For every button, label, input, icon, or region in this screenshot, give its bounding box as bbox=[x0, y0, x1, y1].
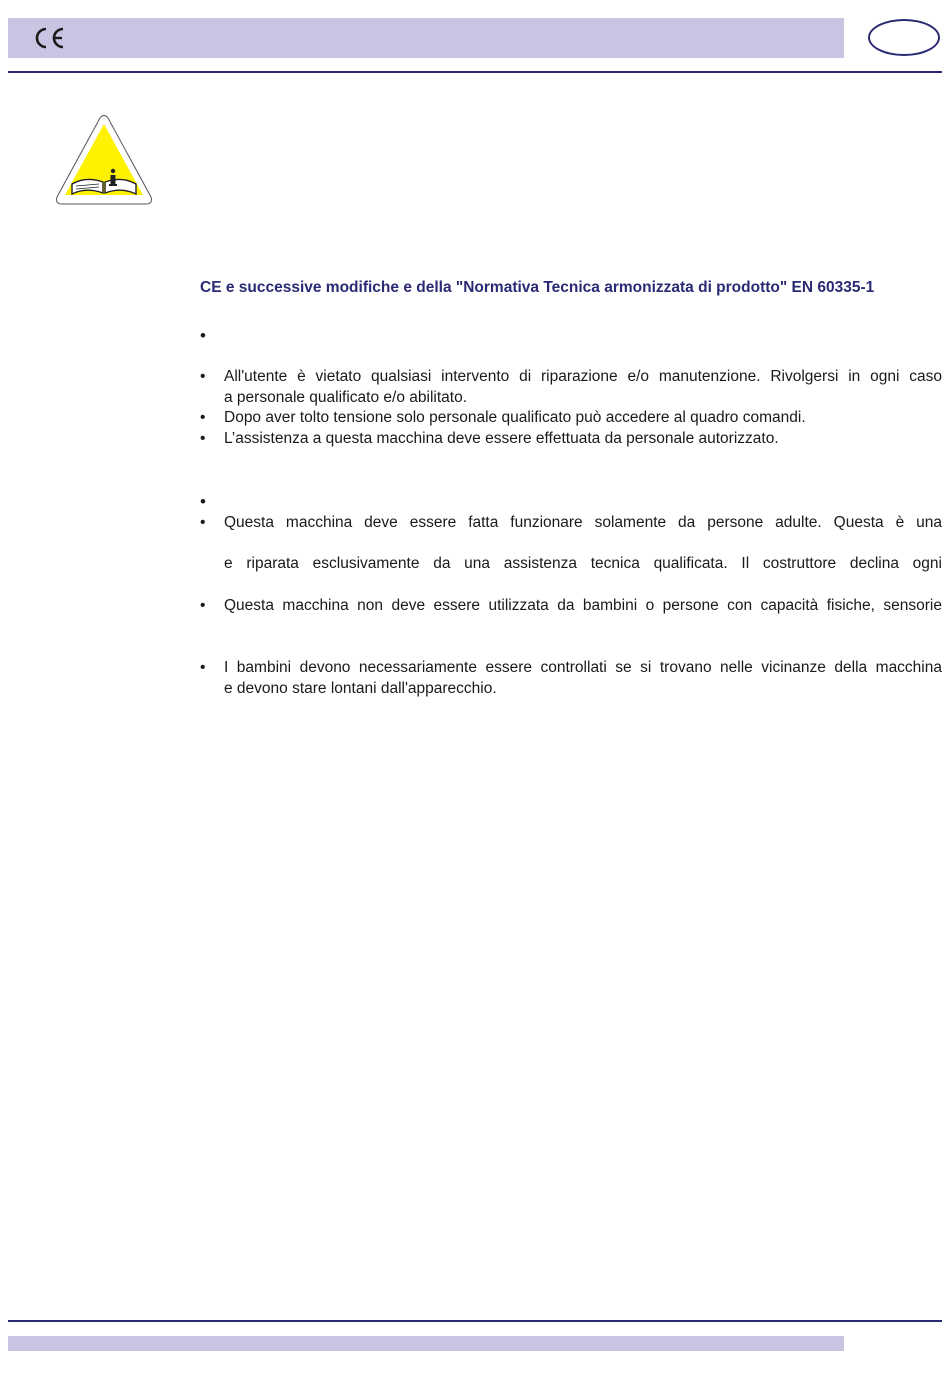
ce-mark-icon bbox=[32, 26, 66, 50]
bullet: • bbox=[200, 597, 206, 614]
bullet: • bbox=[200, 659, 206, 676]
bullet-text: L’assistenza a questa macchina deve essere effettuata da personale autorizzato. bbox=[224, 430, 779, 447]
bullet: • bbox=[200, 326, 206, 345]
language-badge bbox=[868, 19, 940, 56]
header-rule bbox=[8, 71, 942, 73]
bullet: • bbox=[200, 492, 206, 511]
bullet-text: Questa macchina non deve essere utilizzata da bambini o persone con capacità fisiche, sensorie bbox=[224, 597, 942, 614]
bullet-text: a personale qualificato e/o abilitato. bbox=[224, 389, 467, 406]
bullet-text: e riparata esclusivamente da una assistenza tecnica qualificata. Il costruttore declina ogni bbox=[224, 555, 942, 572]
read-manual-warning-icon bbox=[54, 114, 154, 206]
bullet-text: I bambini devono necessariamente essere controllati se si trovano nelle vicinanze della macchina bbox=[224, 659, 942, 676]
footer-rule bbox=[8, 1320, 942, 1322]
section-heading: CE e successive modifiche e della "Normativa Tecnica armonizzata di prodotto" EN 60335-1 bbox=[200, 279, 875, 296]
bullet: • bbox=[200, 514, 206, 531]
footer-band bbox=[8, 1336, 844, 1351]
header-band bbox=[8, 18, 844, 58]
bullet: • bbox=[200, 368, 206, 385]
bullet-text: Questa macchina deve essere fatta funzionare solamente da persone adulte. Questa è una bbox=[224, 514, 942, 531]
bullet-text: All'utente è vietato qualsiasi intervento di riparazione e/o manutenzione. Rivolgersi in ogni caso bbox=[224, 368, 942, 385]
bullet: • bbox=[200, 409, 206, 426]
bullet-text: Dopo aver tolto tensione solo personale qualificato può accedere al quadro comandi. bbox=[224, 409, 806, 426]
bullet-text: e devono stare lontani dall'apparecchio. bbox=[224, 680, 497, 697]
bullet: • bbox=[200, 430, 206, 447]
